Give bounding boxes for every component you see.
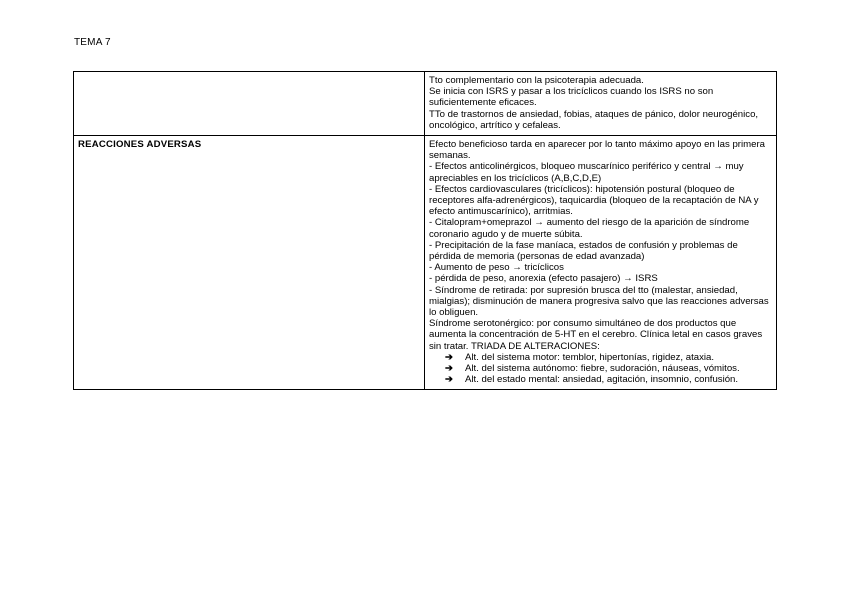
row-content-cell — [425, 72, 777, 136]
text-line: Tto complementario con la psicoterapia adecuada. — [429, 75, 644, 86]
content-table — [73, 71, 777, 390]
row-label-cell — [74, 72, 425, 136]
text-line: - Precipitación de la fase maníaca, estados de confusión y problemas de pérdida de memoria (personas de edad avanzada) — [429, 239, 738, 263]
text-line: - Síndrome de retirada: por supresión brusca del tto (malestar, ansiedad, mialgias); disminución de manera progresiva salvo que las reacciones adversas lo obliguen. — [429, 284, 769, 319]
text-line: - Citalopram+omeprazol → aumento del riesgo de la aparición de síndrome coronario agudo y de muerte súbita. — [429, 217, 750, 240]
arrow-right-icon: ➔ — [445, 351, 454, 363]
text-line: - pérdida de peso, anorexia (efecto pasajero) → ISRS — [429, 273, 658, 285]
list-item — [445, 363, 772, 374]
row-label-cell — [74, 136, 425, 390]
row-content-cell — [425, 136, 777, 390]
table-row — [74, 136, 777, 390]
text-line: Se inicia con ISRS y pasar a los tricíclicos cuando los ISRS no son suficientemente eficaces. — [429, 86, 714, 109]
bullet-list — [429, 352, 772, 386]
bullet-text: Alt. del estado mental: ansiedad, agitación, insomnio, confusión. — [465, 374, 739, 386]
text-line: - Efectos anticolinérgicos, bloqueo muscarínico periférico y central → muy apreciables en los tricíclicos (A,B,C,D,E) — [429, 161, 744, 184]
row-label-reacciones-adversas: REACCIONES ADVERSAS — [78, 139, 202, 151]
text-line: - Efectos cardiovasculares (tricíclicos): hipotensión postural (bloqueo de receptores alfa-adrenérgicos), taquicardia (bloqueo de la recaptación de NA y efecto antimuscarínico), arritmias. — [429, 183, 759, 218]
arrow-right-icon: ➔ — [445, 374, 454, 386]
text-line: Síndrome serotonérgico: por consumo simultáneo de dos productos que aumenta la concentración de 5-HT en el cerebro. Clínica letal en casos graves sin tratar. TRIADA DE ALTERACIONES: — [429, 318, 763, 352]
bullet-text: Alt. del sistema autónomo: fiebre, sudoración, náuseas, vómitos. — [465, 363, 740, 375]
text-line: Efecto beneficioso tarda en aparecer por lo tanto máximo apoyo en las primera semanas. — [429, 139, 765, 162]
table-row — [74, 72, 777, 136]
bullet-text: Alt. del sistema motor: temblor, hipertonías, rigidez, ataxia. — [465, 351, 715, 363]
arrow-right-icon: ➔ — [445, 363, 454, 375]
list-item — [445, 352, 772, 363]
text-line: TTo de trastornos de ansiedad, fobias, ataques de pánico, dolor neurogénico, oncológico, artrítico y cefaleas. — [429, 108, 759, 131]
list-item — [445, 374, 772, 385]
text-line: - Aumento de peso → tricíclicos — [429, 262, 564, 274]
page-header-title: TEMA 7 — [74, 37, 111, 48]
